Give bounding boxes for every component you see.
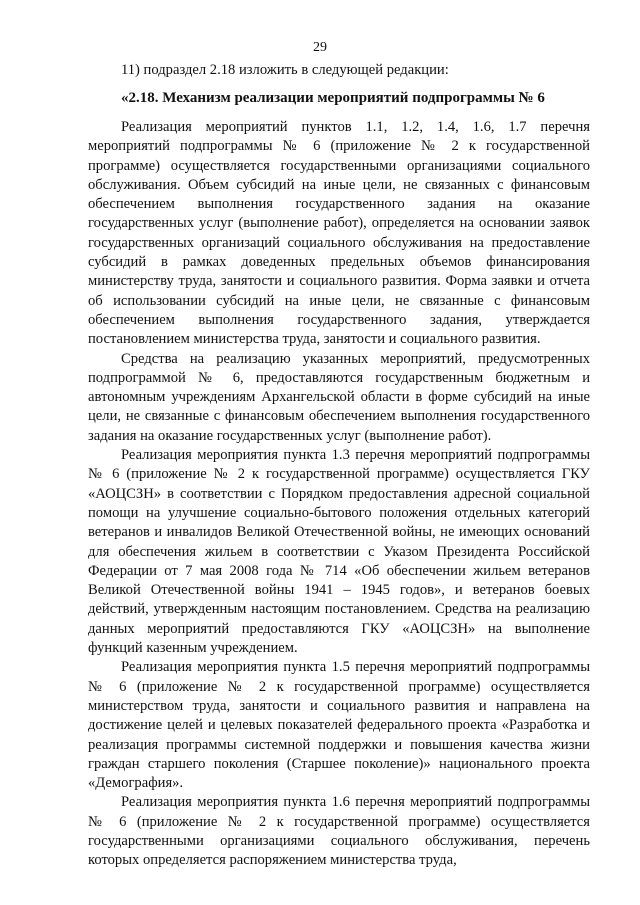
intro-line: 11) подраздел 2.18 изложить в следующей редакции: [121, 62, 449, 78]
paragraph: Реализация мероприятия пункта 1.3 перечня мероприятий подпрограммы № 6 (приложение № 2 к государственной программе) осуществляется ГКУ «АОЦСЗН» в соответствии с Порядком предоставления адресной социальной помощи на улучшение социально-бытового положения отдельных категорий ветеранов и инвалидов Великой Отечественной войны, не имеющих оснований для обеспечения жильем в соответствии с Указом Президента Российской Федерации от 7 мая 2008 года № 714 «Об обеспечении жильем ветеранов Великой Отечественной войны 1941 – 1945 годов», и ветеранов боевых действий, утвержденным настоящим постановлением. Средства на реализацию данных мероприятий предоставляются ГКУ «АОЦСЗН» на выполнение функций казенным учреждением. [88, 447, 590, 657]
paragraph: Средства на реализацию указанных мероприятий, предусмотренных подпрограммой № 6, предоставляются государственным бюджетным и автономным учреждениям Архангельской области в форме субсидий на иные цели, не связанные с финансовым обеспечением выполнения государственного задания на оказание государственных услуг (выполнение работ). [88, 350, 590, 444]
paragraph: Реализация мероприятия пункта 1.6 перечня мероприятий подпрограммы № 6 (приложение № 2 к государственной программе) осуществляется государственными организациями социального обслуживания, перечень которых определяется распоряжением министерства труда, [88, 794, 590, 869]
paragraph: Реализация мероприятия пункта 1.5 перечня мероприятий подпрограммы № 6 (приложение № 2 к государственной программе) осуществляется министерством труда, занятости и социального развития и направлена на достижение целей и целевых показателей федерального проекта «Разработка и реализация программы системной поддержки и повышения качества жизни граждан старшего поколения (Старшее поколение)» национального проекта «Демография». [88, 659, 590, 792]
section-title: «2.18. Механизм реализации мероприятий подпрограммы № 6 [121, 90, 545, 106]
document-body [88, 118, 590, 871]
paragraph: Реализация мероприятий пунктов 1.1, 1.2, 1.4, 1.6, 1.7 перечня мероприятий подпрограммы № 6 (приложение № 2 к государственной программе) осуществляется государственными организациями социального обслуживания. Объем субсидий на иные цели, не связанных с финансовым обеспечением выполнения государственного задания на оказание государственных услуг (выполнение работ), определяется на основании заявок государственных организаций социального обслуживания на предоставление субсидий в рамках доведенных предельных объемов финансирования министерству труда, занятости и социального развития. Форма заявки и отчета об использовании субсидий на иные цели, не связанные с финансовым обеспечением выполнения государственного задания, утверждается постановлением министерства труда, занятости и социального развития. [88, 119, 590, 348]
page-number: 29 [313, 40, 327, 55]
